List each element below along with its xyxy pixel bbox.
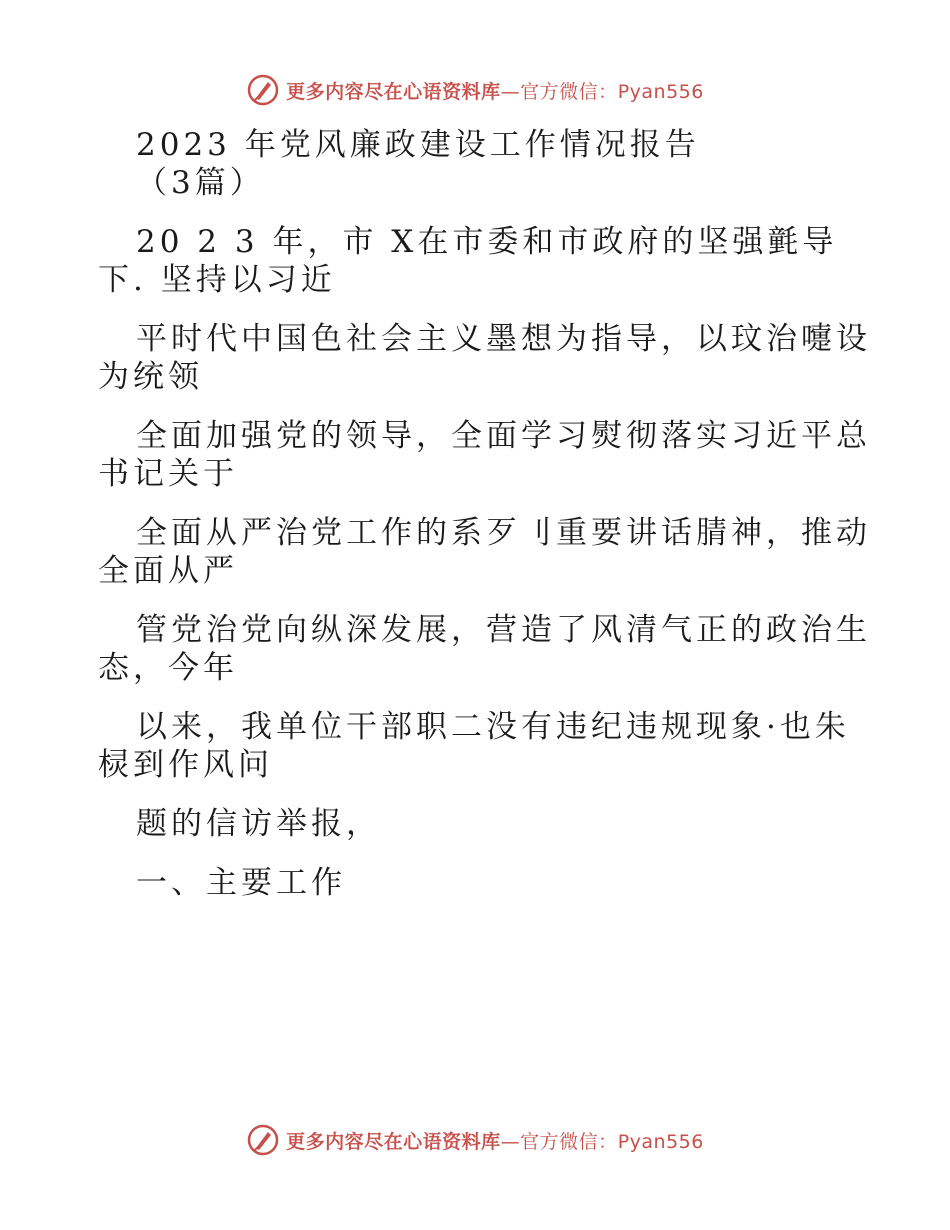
doc-line: 下. 坚持以习近 <box>98 262 336 298</box>
banner-text-separator: —官方微信： <box>500 80 618 103</box>
doc-line: 题的信访举报， <box>136 806 381 842</box>
footer-banner <box>0 1118 950 1162</box>
header-banner <box>0 68 950 112</box>
doc-line: 全面从严 <box>98 553 238 589</box>
doc-line: 平时代中国色社会主义墨想为指导，以玟治嚏设 <box>136 321 871 357</box>
doc-line: 态，今年 <box>98 650 238 686</box>
doc-line: 20 2 3 年，市 X在市委和市政府的坚强氃导 <box>136 224 838 260</box>
doc-line: 书记关于 <box>98 456 238 492</box>
doc-line: 全面从严治党工作的系歹刂重要讲话腈神，推动 <box>136 515 871 551</box>
banner-text-separator: —官方微信： <box>500 1130 618 1153</box>
doc-line: 管党治党向纵深发展，营造了风清气正的政治生 <box>136 612 871 648</box>
doc-line: 为统领 <box>98 359 203 395</box>
quill-circle-icon <box>246 73 280 107</box>
banner-text-main: 更多内容尽在心语资料库 <box>286 80 501 103</box>
banner-content <box>246 1123 704 1157</box>
banner-text-wechat-id: Pyan556 <box>617 80 704 103</box>
document-body <box>98 126 871 902</box>
doc-line: 以来，我单位干部职二没有违纪违规现象·也朱 <box>136 709 850 745</box>
doc-line: 棂到作风问 <box>98 747 273 783</box>
banner-content <box>246 73 704 107</box>
doc-title: 2023 年党风廉政建设工作情况报告 <box>136 127 700 163</box>
section-heading: 一、主要工作 <box>136 865 346 901</box>
quill-circle-icon <box>246 1123 280 1157</box>
banner-text-main: 更多内容尽在心语资料库 <box>286 1130 501 1153</box>
doc-title-count: （3篇） <box>136 165 265 201</box>
banner-text-wechat-id: Pyan556 <box>617 1130 704 1153</box>
banner-text <box>286 1127 704 1154</box>
banner-text <box>286 77 704 104</box>
doc-line: 全面加强党的领导，全面学习熨彻落实习近平总 <box>136 418 871 454</box>
